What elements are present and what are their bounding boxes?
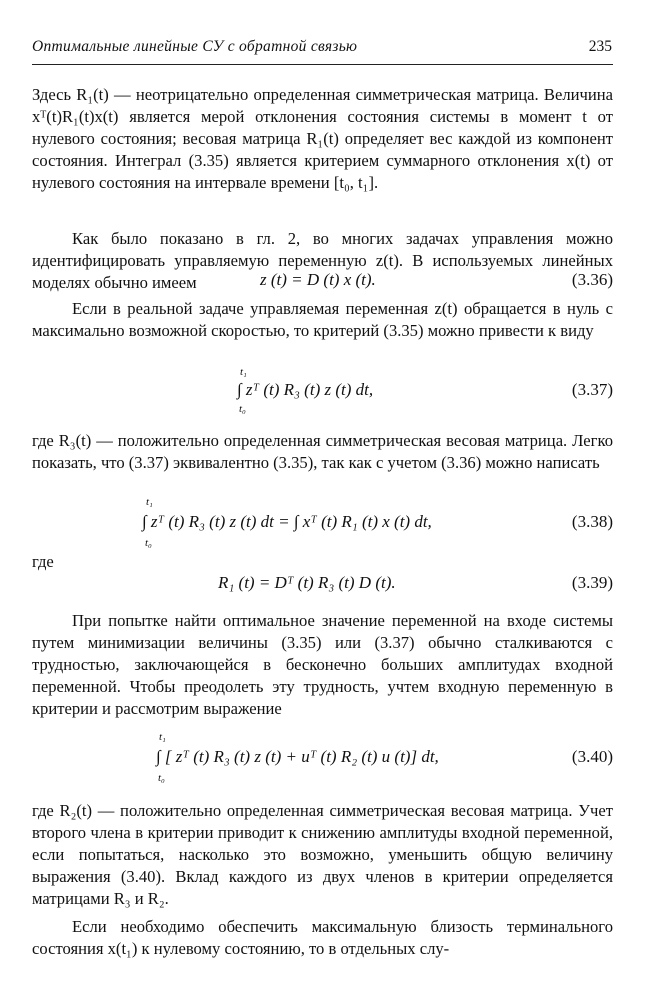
upper-limit: t₁ [240, 366, 247, 378]
running-header [32, 38, 612, 62]
paragraph-5: При попытке найти оптимальное значение переменной на входе системы путем минимизации величины (3.35) или (3.37) обычно сталкиваются с трудностью, заключающейся в бесконечно больших амплитудах входной переменной. Чтобы преодолеть эту трудность, учтем входную переменную в критерии и рассмотрим выражение [32, 611, 613, 718]
equation-number: (3.40) [571, 747, 613, 766]
equation-3-37 [32, 366, 613, 420]
equation-3-38 [32, 496, 613, 552]
paragraph-2: Как было показано в гл. 2, во многих задачах управления можно идентифицировать управляемую переменную z(t). В используемых линейных моделях обычно имеем [32, 229, 613, 292]
lower-limit: t₀ [145, 537, 152, 549]
equation-expression: R₁ (t) = Dᵀ (t) R₃ (t) D (t). [218, 573, 396, 592]
header-rule [32, 64, 613, 65]
running-title: Оптимальные линейные СУ с обратной связью [32, 38, 358, 55]
equation-3-40 [32, 731, 613, 787]
equation-number: (3.39) [571, 573, 613, 592]
equation-number: (3.36) [571, 270, 613, 289]
equation-number: (3.38) [571, 512, 613, 531]
equation-3-39 [32, 573, 613, 613]
upper-limit: t₁ [159, 731, 166, 743]
upper-limit: t₁ [146, 496, 153, 508]
equation-number: (3.37) [571, 380, 613, 399]
paragraph-7: Если необходимо обеспечить максимальную близость терминального состояния x(t₁) к нулевому состоянию, то в отдельных слу- [32, 917, 613, 958]
equation-expression: ∫ zᵀ (t) R₃ (t) z (t) dt = ∫ xᵀ (t) R₁ (t) x (t) dt, [142, 512, 432, 531]
lower-limit: t₀ [239, 403, 246, 415]
paragraph-1: Здесь R₁(t) — неотрицательно определенная симметрическая матрица. Величина xᵀ(t)R₁(t)x(t) является мерой отклонения состояния системы в момент t от нулевого состояния; весовая матрица R₁(t) определяет вес каждой из компонент состояния. Интеграл (3.35) является критерием суммарного отклонения x(t) от нулевого состояния на интервале времени [t₀, t₁]. [32, 85, 613, 192]
where-word: где [32, 552, 54, 571]
lower-limit: t₀ [158, 772, 165, 784]
equation-expression: ∫ zᵀ (t) R₃ (t) z (t) dt, [237, 380, 374, 399]
paragraph-3: Если в реальной задаче управляемая переменная z(t) обращается в нуль с максимально возможной скоростью, то критерий (3.35) можно привести к виду [32, 299, 613, 340]
equation-expression: ∫ [ zᵀ (t) R₃ (t) z (t) + uᵀ (t) R₂ (t) u (t)] dt, [156, 747, 439, 766]
equation-expression: z (t) = D (t) x (t). [260, 270, 376, 289]
paragraph-4: где R₃(t) — положительно определенная симметрическая весовая матрица. Легко показать, что (3.37) эквивалентно (3.35), так как с учетом (3.36) можно написать [32, 431, 613, 472]
page-number: 235 [588, 38, 612, 55]
paragraph-6: где R₂(t) — положительно определенная симметрическая весовая матрица. Учет второго члена в критерии приводит к снижению амплитуды входной переменной, если попытаться, насколько это возможно, уменьшить общую величину выражения (3.40). Вклад каждого из двух членов в критерии определяется матрицами R₃ и R₂. [32, 801, 613, 908]
